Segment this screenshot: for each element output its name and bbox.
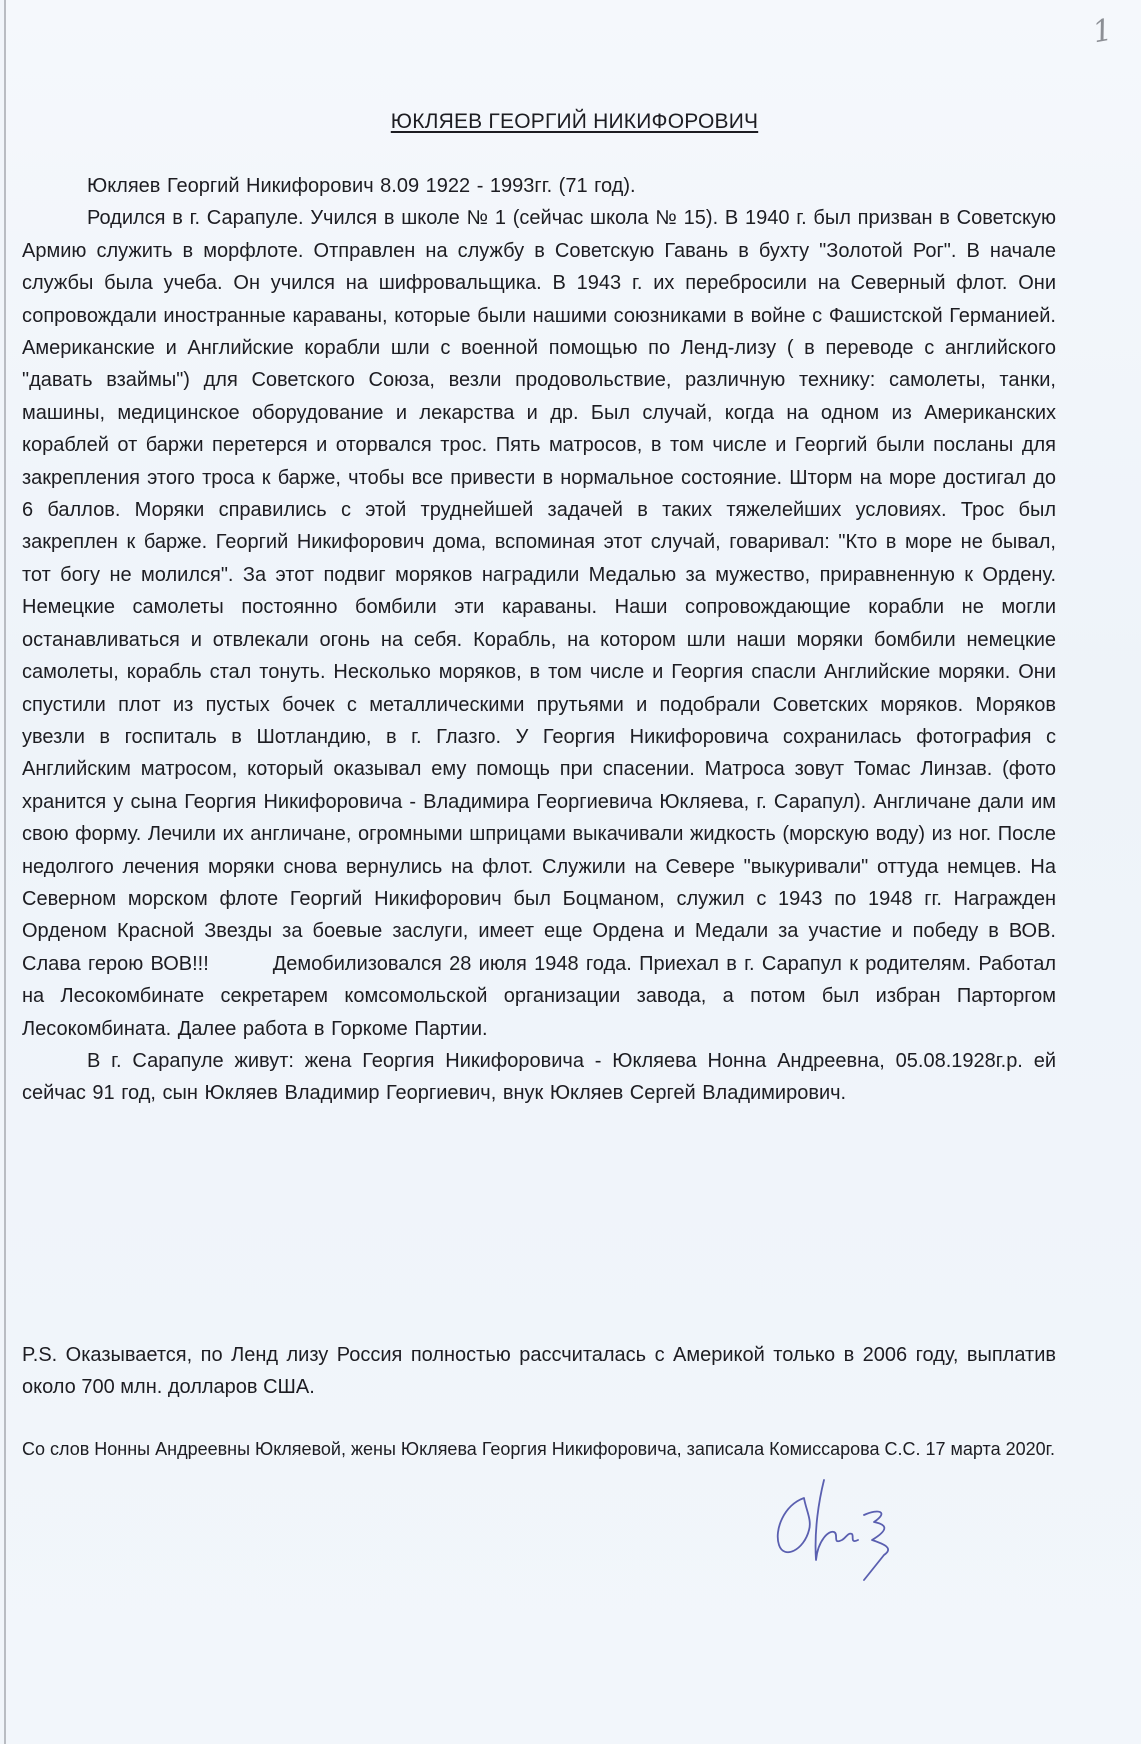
author-credit: Со слов Нонны Андреевны Юкляевой, жены Юкляева Георгия Никифоровича, записала Комиссарова С.С. 17 марта 2020г. — [22, 1439, 1056, 1459]
signature — [734, 1470, 934, 1600]
document-page — [4, 0, 1141, 1744]
document-body — [22, 170, 1056, 1110]
handwritten-page-number: 1 — [1090, 12, 1115, 51]
paragraph-biography — [22, 202, 1056, 1045]
paragraph-family: В г. Сарапуле живут: жена Георгия Никифоровича - Юкляева Нонна Андреевна, 05.08.1928г.р. ей сейчас 91 год, сын Юкляев Владимир Георгиевич, внук Юкляев Сергей Владимирович. — [22, 1049, 1056, 1105]
document-title: ЮКЛЯЕВ ГЕОРГИЙ НИКИФОРОВИЧ — [390, 110, 759, 133]
signature-stroke-2 — [816, 1480, 858, 1560]
signature-stroke-3 — [864, 1511, 888, 1580]
postscript: P.S. Оказывается, по Ленд лизу Россия полностью рассчиталась с Америкой только в 2006 году, выплатив около 700 млн. долларов США. — [22, 1344, 1056, 1399]
biography-text: Родился в г. Сарапуле. Учился в школе № 1 (сейчас школа № 15). В 1940 г. был призван в Советскую Армию служить в морфлоте. Отправлен на службу в Советскую Гавань в бухту "Золотой Рог". В начале службы была учеба. Он учился на шифровальщика. В 1943 г. их перебросили на Северный флот. Они сопровождали иностранные караваны, которые были нашими союзниками в войне с Фашистской Германией. Американские и Английские корабли шли с военной помощью по Ленд-лизу ( в переводе с английского "давать взаймы") для Советского Союза, везли продовольствие, различную технику: самолеты, танки, машины, медицинское оборудование и лекарства и др. Был случай, когда на одном из Американских кораблей от баржи перетерся и оторвался трос. Пять матросов, в том числе и Георгий были посланы для закрепления этого троса к барже, чтобы все привести в нормальное состояние. Шторм на море достигал до 6 баллов. Моряки справились с этой труднейшей задачей в таких тяжелейших условиях. Трос был закреплен к барже. Георгий Никифорович дома, вспоминая этот случай, говаривал: "Кто в море не бывал, тот богу не молился". За этот подвиг моряков наградили Медалью за мужество, приравненную к Ордену. Немецкие самолеты постоянно бомбили эти караваны. Наши сопровождающие корабли не могли останавливаться и отвлекали огонь на себя. Корабль, на котором шли наши моряки бомбили немецкие самолеты, корабль стал тонуть. Несколько моряков, в том числе и Георгия спасли Английские моряки. Они спустили плот из пустых бочек с металлическими прутьями и подобрали Советских моряков. Моряков увезли в госпиталь в Шотландию, в г. Глазго. У Георгия Никифоровича сохранилась фотография с Английским матросом, который оказывал ему помощь при спасении. Матроса зовут Томас Линзав. (фото хранится у сына Георгия Никифоровича - Владимира Георгиевича Юкляева, г. Сарапул). Англичане дали им свою форму. Лечили их англичане, огромными шприцами выкачивали жидкость (морскую воду) из ног. После недолгого лечения моряки снова вернулись на флот. Служили на Севере "выкуривали" оттуда немцев. На Северном морском флоте Георгий Никифорович был Боцманом, служил с 1943 по 1948 гг. Награжден Орденом Красной Звезды за боевые заслуги, имеет еще Ордена и Медали за участие и победу в ВОВ. Слава герою ВОВ!!! — [22, 207, 1056, 975]
biography-postwar-text: Демобилизовался 28 июля 1948 года. Приехал в г. Сарапул к родителям. Работал на Лесокомбинате секретарем комсомольской организации завода, а потом был избран Парторгом Лесокомбината. Далее работа в Горкоме Партии. — [22, 952, 1056, 1040]
paragraph-dates: Юкляев Георгий Никифорович 8.09 1922 - 1993гг. (71 год). — [87, 175, 636, 197]
signature-stroke-1 — [778, 1498, 810, 1552]
